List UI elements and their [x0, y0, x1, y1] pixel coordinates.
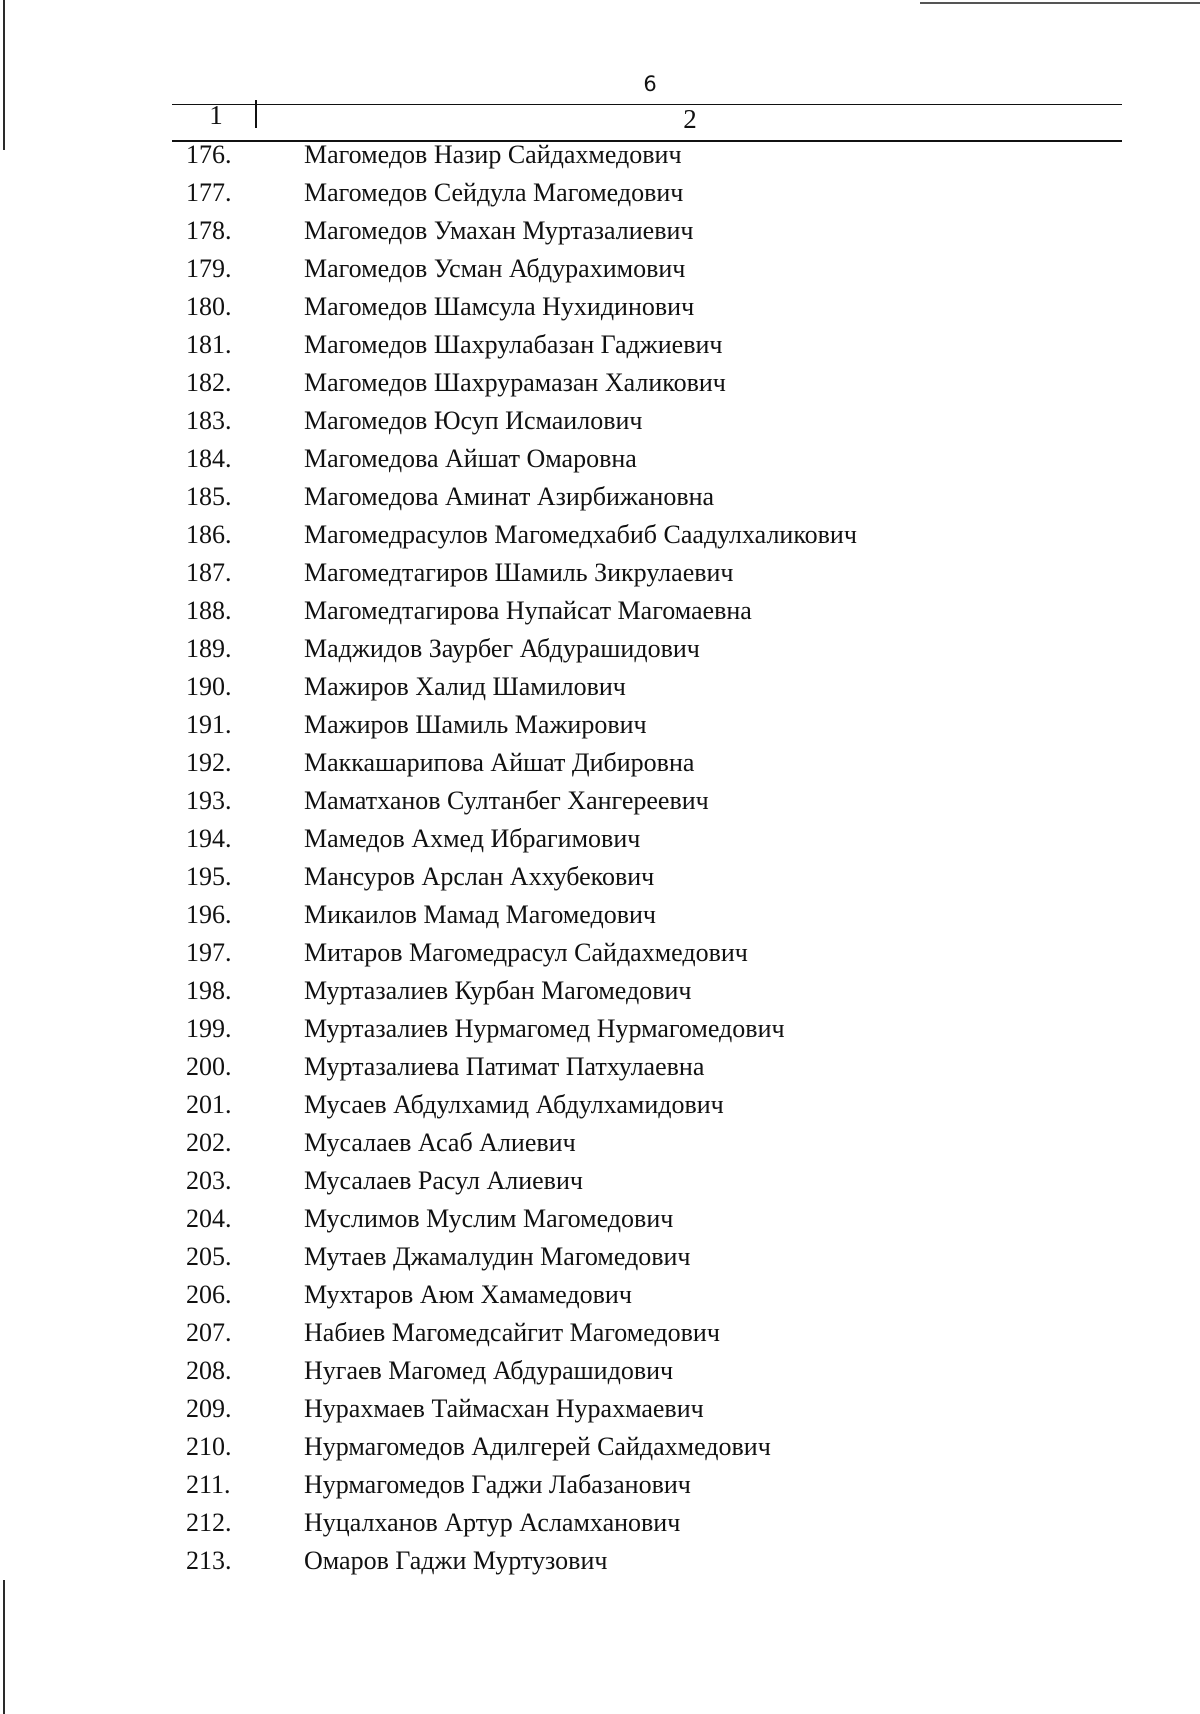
row-number: 210.	[186, 1432, 232, 1461]
row-number: 199.	[186, 1014, 232, 1043]
row-full-name: Маджидов Заурбег Абдурашидович	[304, 634, 700, 663]
table-header-col-1: 1	[209, 100, 223, 130]
row-number: 206.	[186, 1280, 232, 1309]
list-item	[0, 896, 1200, 934]
row-full-name: Магомедтагиров Шамиль Зикрулаевич	[304, 558, 734, 587]
row-full-name: Мажиров Шамиль Мажирович	[304, 710, 647, 739]
row-full-name: Мансуров Арслан Аххубекович	[304, 862, 655, 891]
row-number: 191.	[186, 710, 232, 739]
row-full-name: Магомедов Сейдула Магомедович	[304, 178, 684, 207]
list-item	[0, 364, 1200, 402]
row-number: 192.	[186, 748, 232, 777]
row-full-name: Муртазалиева Патимат Патхулаевна	[304, 1052, 705, 1081]
list-item	[0, 1162, 1200, 1200]
row-number: 197.	[186, 938, 232, 967]
list-item	[0, 1048, 1200, 1086]
row-number: 208.	[186, 1356, 232, 1385]
list-item	[0, 592, 1200, 630]
list-item	[0, 326, 1200, 364]
name-list	[0, 136, 1200, 1580]
list-item	[0, 1314, 1200, 1352]
row-full-name: Нурмагомедов Гаджи Лабазанович	[304, 1470, 691, 1499]
row-number: 190.	[186, 672, 232, 701]
row-full-name: Муртазалиев Курбан Магомедович	[304, 976, 692, 1005]
row-full-name: Мухтаров Аюм Хамамедович	[304, 1280, 632, 1309]
row-full-name: Магомедов Шахрулабазан Гаджиевич	[304, 330, 723, 359]
list-item	[0, 972, 1200, 1010]
list-item	[0, 174, 1200, 212]
row-number: 185.	[186, 482, 232, 511]
row-number: 178.	[186, 216, 232, 245]
row-number: 194.	[186, 824, 232, 853]
list-item	[0, 1390, 1200, 1428]
list-item	[0, 1276, 1200, 1314]
list-item	[0, 820, 1200, 858]
row-number: 181.	[186, 330, 232, 359]
row-full-name: Магомедова Айшат Омаровна	[304, 444, 637, 473]
list-item	[0, 934, 1200, 972]
list-item	[0, 516, 1200, 554]
row-full-name: Магомедов Юсуп Исмаилович	[304, 406, 643, 435]
row-full-name: Нуцалханов Артур Асламханович	[304, 1508, 681, 1537]
row-full-name: Магомедрасулов Магомедхабиб Саадулхаликович	[304, 520, 857, 549]
row-number: 177.	[186, 178, 232, 207]
list-item	[0, 744, 1200, 782]
row-full-name: Муслимов Муслим Магомедович	[304, 1204, 674, 1233]
list-item	[0, 858, 1200, 896]
row-full-name: Маккашарипова Айшат Дибировна	[304, 748, 695, 777]
row-number: 204.	[186, 1204, 232, 1233]
row-number: 205.	[186, 1242, 232, 1271]
row-number: 213.	[186, 1546, 232, 1575]
row-full-name: Омаров Гаджи Муртузович	[304, 1546, 608, 1575]
list-item	[0, 402, 1200, 440]
row-number: 176.	[186, 140, 232, 169]
row-full-name: Магомедов Назир Сайдахмедович	[304, 140, 682, 169]
row-full-name: Магомедов Шамсула Нухидинович	[304, 292, 695, 321]
row-full-name: Магомедов Умахан Муртазалиевич	[304, 216, 694, 245]
list-item	[0, 1086, 1200, 1124]
row-number: 212.	[186, 1508, 232, 1537]
list-item	[0, 478, 1200, 516]
list-item	[0, 440, 1200, 478]
row-number: 184.	[186, 444, 232, 473]
list-item	[0, 668, 1200, 706]
row-full-name: Муртазалиев Нурмагомед Нурмагомедович	[304, 1014, 785, 1043]
row-full-name: Маматханов Султанбег Хангереевич	[304, 786, 709, 815]
row-full-name: Набиев Магомедсайгит Магомедович	[304, 1318, 720, 1347]
scan-edge-left-top	[3, 0, 5, 150]
row-number: 198.	[186, 976, 232, 1005]
row-full-name: Митаров Магомедрасул Сайдахмедович	[304, 938, 748, 967]
row-full-name: Микаилов Мамад Магомедович	[304, 900, 657, 929]
row-number: 179.	[186, 254, 232, 283]
list-item	[0, 136, 1200, 174]
row-number: 195.	[186, 862, 232, 891]
row-full-name: Нурахмаев Таймасхан Нурахмаевич	[304, 1394, 704, 1423]
row-number: 196.	[186, 900, 232, 929]
row-number: 202.	[186, 1128, 232, 1157]
row-full-name: Мусалаев Асаб Алиевич	[304, 1128, 576, 1157]
list-item	[0, 782, 1200, 820]
list-item	[0, 288, 1200, 326]
row-number: 189.	[186, 634, 232, 663]
list-item	[0, 1352, 1200, 1390]
list-item	[0, 1010, 1200, 1048]
row-number: 201.	[186, 1090, 232, 1119]
row-number: 182.	[186, 368, 232, 397]
row-number: 211.	[186, 1470, 231, 1499]
list-item	[0, 1466, 1200, 1504]
row-number: 180.	[186, 292, 232, 321]
table-header-col-2: 2	[683, 104, 697, 134]
row-number: 187.	[186, 558, 232, 587]
row-full-name: Магомедов Усман Абдурахимович	[304, 254, 686, 283]
list-item	[0, 1238, 1200, 1276]
scan-edge-left-bottom	[3, 1580, 5, 1714]
row-full-name: Мамедов Ахмед Ибрагимович	[304, 824, 641, 853]
list-item	[0, 1200, 1200, 1238]
row-full-name: Нурмагомедов Адилгерей Сайдахмедович	[304, 1432, 771, 1461]
row-full-name: Мусаев Абдулхамид Абдулхамидович	[304, 1090, 724, 1119]
row-full-name: Нугаев Магомед Абдурашидович	[304, 1356, 674, 1385]
row-number: 200.	[186, 1052, 232, 1081]
row-full-name: Мусалаев Расул Алиевич	[304, 1166, 583, 1195]
list-item	[0, 1542, 1200, 1580]
list-item	[0, 706, 1200, 744]
row-full-name: Мутаев Джамалудин Магомедович	[304, 1242, 691, 1271]
row-number: 186.	[186, 520, 232, 549]
row-number: 203.	[186, 1166, 232, 1195]
row-number: 183.	[186, 406, 232, 435]
list-item	[0, 1428, 1200, 1466]
row-full-name: Магомедов Шахрурамазан Халикович	[304, 368, 726, 397]
row-full-name: Магомедтагирова Нупайсат Магомаевна	[304, 596, 752, 625]
list-item	[0, 1124, 1200, 1162]
row-full-name: Магомедова Аминат Азирбижановна	[304, 482, 715, 511]
page-number: 6	[643, 72, 657, 96]
list-item	[0, 630, 1200, 668]
row-number: 209.	[186, 1394, 232, 1423]
list-item	[0, 1504, 1200, 1542]
row-number: 207.	[186, 1318, 232, 1347]
list-item	[0, 554, 1200, 592]
row-full-name: Мажиров Халид Шамилович	[304, 672, 626, 701]
list-item	[0, 212, 1200, 250]
scan-edge-top	[920, 2, 1200, 4]
row-number: 188.	[186, 596, 232, 625]
list-item	[0, 250, 1200, 288]
row-number: 193.	[186, 786, 232, 815]
